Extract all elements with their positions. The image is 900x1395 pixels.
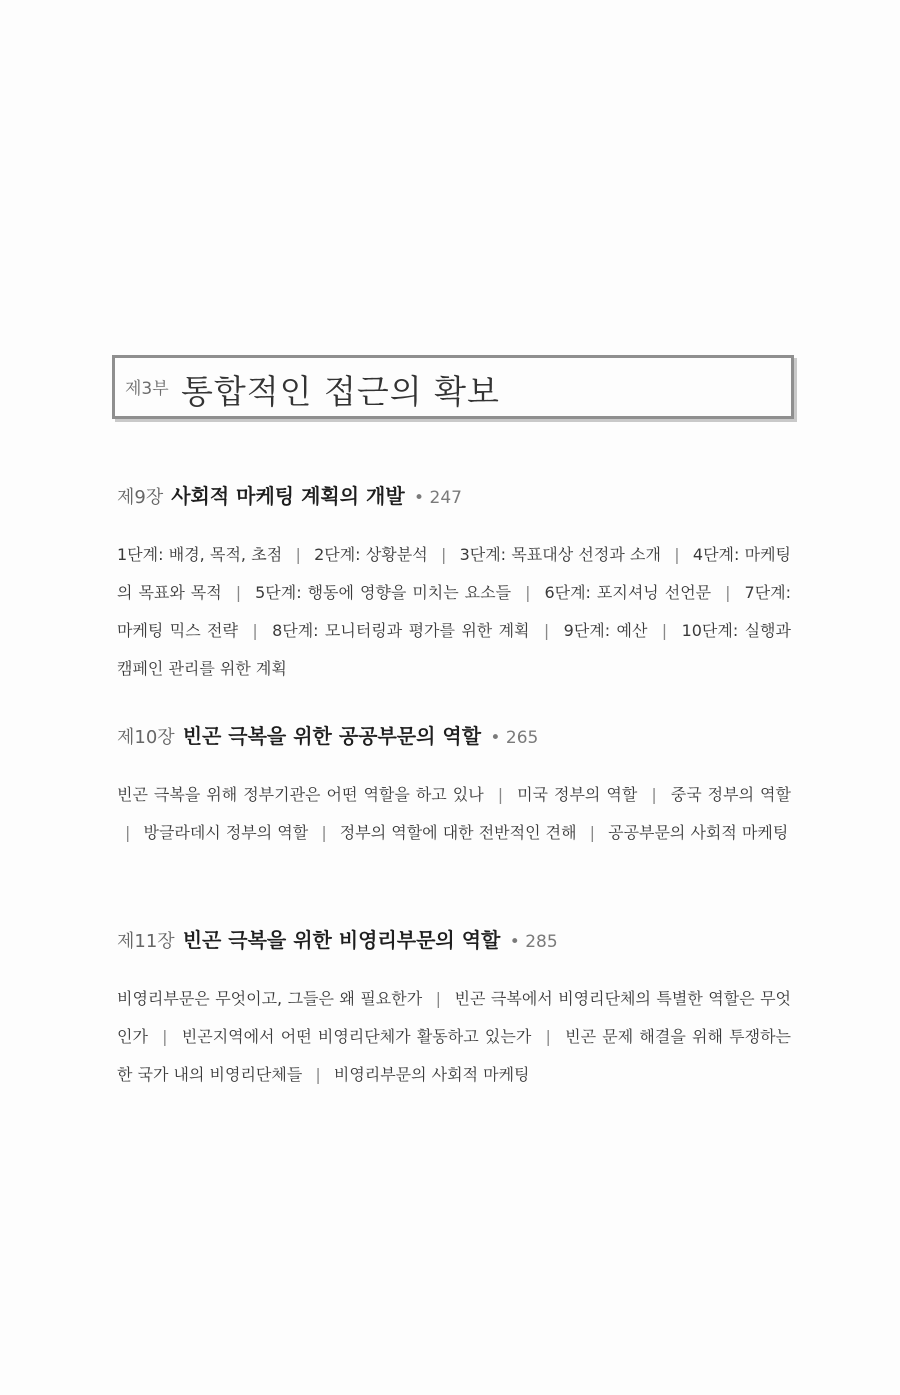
section-entry: 빈곤 극복을 위해 정부기관은 어떤 역할을 하고 있나 — [117, 785, 484, 804]
section-entry: 중국 정부의 역할 — [670, 785, 791, 804]
chapter-sections — [117, 536, 791, 688]
section-entry: 빈곤 극복에서 비영리단체의 특별한 역할은 무엇인가 — [117, 989, 792, 1046]
chapter-9 — [117, 478, 791, 688]
bullet-dot: • — [408, 488, 430, 508]
section-entry: 미국 정부의 역할 — [517, 785, 638, 804]
section-entry: 8단계: 모니터링과 평가를 위한 계획 — [272, 621, 530, 640]
separator-bar: | — [162, 1027, 168, 1046]
section-entry: 3단계: 목표대상 선정과 소개 — [459, 545, 661, 564]
separator-bar: | — [235, 583, 242, 602]
chapter-heading — [117, 922, 791, 958]
chapter-number: 제10장 — [117, 727, 175, 748]
chapter-number: 제11장 — [117, 931, 175, 952]
chapter-heading — [117, 478, 791, 514]
chapter-10 — [117, 718, 791, 852]
section-entry: 5단계: 행동에 영향을 미치는 요소들 — [255, 583, 512, 602]
separator-bar: | — [435, 989, 442, 1008]
section-entry: 10단계: 실행과 캠페인 관리를 위한 계획 — [117, 621, 791, 678]
chapter-sections — [117, 776, 791, 852]
chapter-page-number: 265 — [505, 728, 539, 748]
section-entry: 6단계: 포지셔닝 선언문 — [544, 583, 712, 602]
separator-bar: | — [440, 545, 447, 564]
part-header-box — [112, 355, 794, 419]
section-entry: 9단계: 예산 — [563, 621, 648, 640]
section-entry: 1단계: 배경, 목적, 초점 — [117, 545, 283, 564]
chapter-page-number: 247 — [429, 488, 462, 508]
chapter-page-number: 285 — [525, 932, 558, 952]
separator-bar: | — [321, 823, 327, 842]
separator-bar: | — [525, 583, 531, 602]
separator-bar: | — [545, 1027, 551, 1046]
section-entry: 빈곤지역에서 어떤 비영리단체가 활동하고 있는가 — [181, 1027, 532, 1046]
chapter-title: 빈곤 극복을 위한 공공부문의 역할 — [182, 724, 482, 748]
chapter-title: 빈곤 극복을 위한 비영리부문의 역할 — [182, 928, 501, 952]
section-entry: 빈곤 문제 해결을 위해 투쟁하는 한 국가 내의 비영리단체들 — [117, 1027, 791, 1084]
part-label: 제3부 — [125, 379, 169, 399]
part-title: 통합적인 접근의 확보 — [181, 372, 500, 411]
separator-bar: | — [651, 785, 657, 804]
chapter-sections — [117, 980, 791, 1094]
separator-bar: | — [543, 621, 550, 640]
chapter-heading — [117, 718, 791, 754]
separator-bar: | — [315, 1065, 321, 1084]
separator-bar: | — [661, 621, 668, 640]
chapter-number: 제9장 — [117, 487, 164, 508]
bullet-dot: • — [485, 728, 506, 748]
separator-bar: | — [674, 545, 680, 564]
section-entry: 4단계: 마케팅의 목표와 목적 — [117, 545, 791, 602]
section-entry: 비영리부문의 사회적 마케팅 — [333, 1065, 530, 1084]
separator-bar: | — [252, 621, 258, 640]
separator-bar: | — [725, 583, 731, 602]
section-entry: 정부의 역할에 대한 전반적인 견해 — [339, 823, 577, 842]
separator-bar: | — [497, 785, 504, 804]
section-entry: 비영리부문은 무엇이고, 그들은 왜 필요한가 — [117, 989, 423, 1008]
chapter-title: 사회적 마케팅 계획의 개발 — [171, 484, 405, 508]
section-entry: 2단계: 상황분석 — [314, 545, 428, 564]
separator-bar: | — [589, 823, 596, 842]
section-entry: 공공부문의 사회적 마케팅 — [608, 823, 789, 842]
section-entry: 방글라데시 정부의 역할 — [143, 823, 309, 842]
separator-bar: | — [125, 823, 131, 842]
separator-bar: | — [295, 545, 301, 564]
bullet-dot: • — [504, 932, 526, 952]
section-entry: 7단계: 마케팅 믹스 전략 — [117, 583, 791, 640]
chapter-11 — [117, 922, 791, 1094]
